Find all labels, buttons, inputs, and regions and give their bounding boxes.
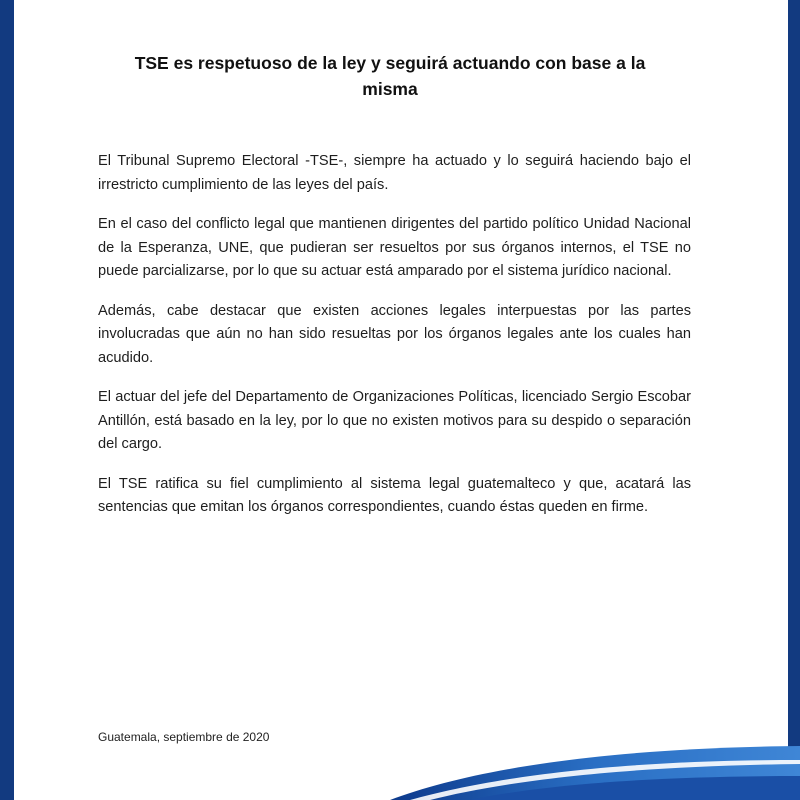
document-body: [98, 150, 691, 536]
paragraph-4: El actuar del jefe del Departamento de Organizaciones Políticas, licenciado Sergio Escobar Antillón, está basado en la ley, por lo que no existen motivos para su despido o separación del cargo.: [98, 389, 691, 452]
right-border-bar: [788, 0, 800, 800]
paragraph-3: Además, cabe destacar que existen acciones legales interpuestas por las partes involucradas que aún no han sido resueltas por los órganos legales ante los cuales han acudido.: [98, 302, 691, 366]
paragraph-2: En el caso del conflicto legal que mantienen dirigentes del partido político Unidad Nacional de la Esperanza, UNE, que pudieran ser resueltos por sus órganos internos, el TSE no puede parcializarse, por lo que su actuar está amparado por el sistema jurídico nacional.: [98, 216, 691, 279]
document-title: TSE es respetuoso de la ley y seguirá actuando con base a la misma: [134, 53, 646, 99]
paragraph-1: El Tribunal Supremo Electoral -TSE-, siempre ha actuado y lo seguirá haciendo bajo el irrestricto cumplimiento de las leyes del país.: [98, 153, 691, 193]
footer-wave-icon: [0, 740, 800, 800]
paragraph-5: El TSE ratifica su fiel cumplimiento al sistema legal guatemalteco y que, acatará las sentencias que emitan los órganos correspondientes, cuando éstas queden en firme.: [98, 475, 691, 515]
left-border-bar: [0, 0, 14, 800]
place-date: Guatemala, septiembre de 2020: [98, 730, 270, 744]
